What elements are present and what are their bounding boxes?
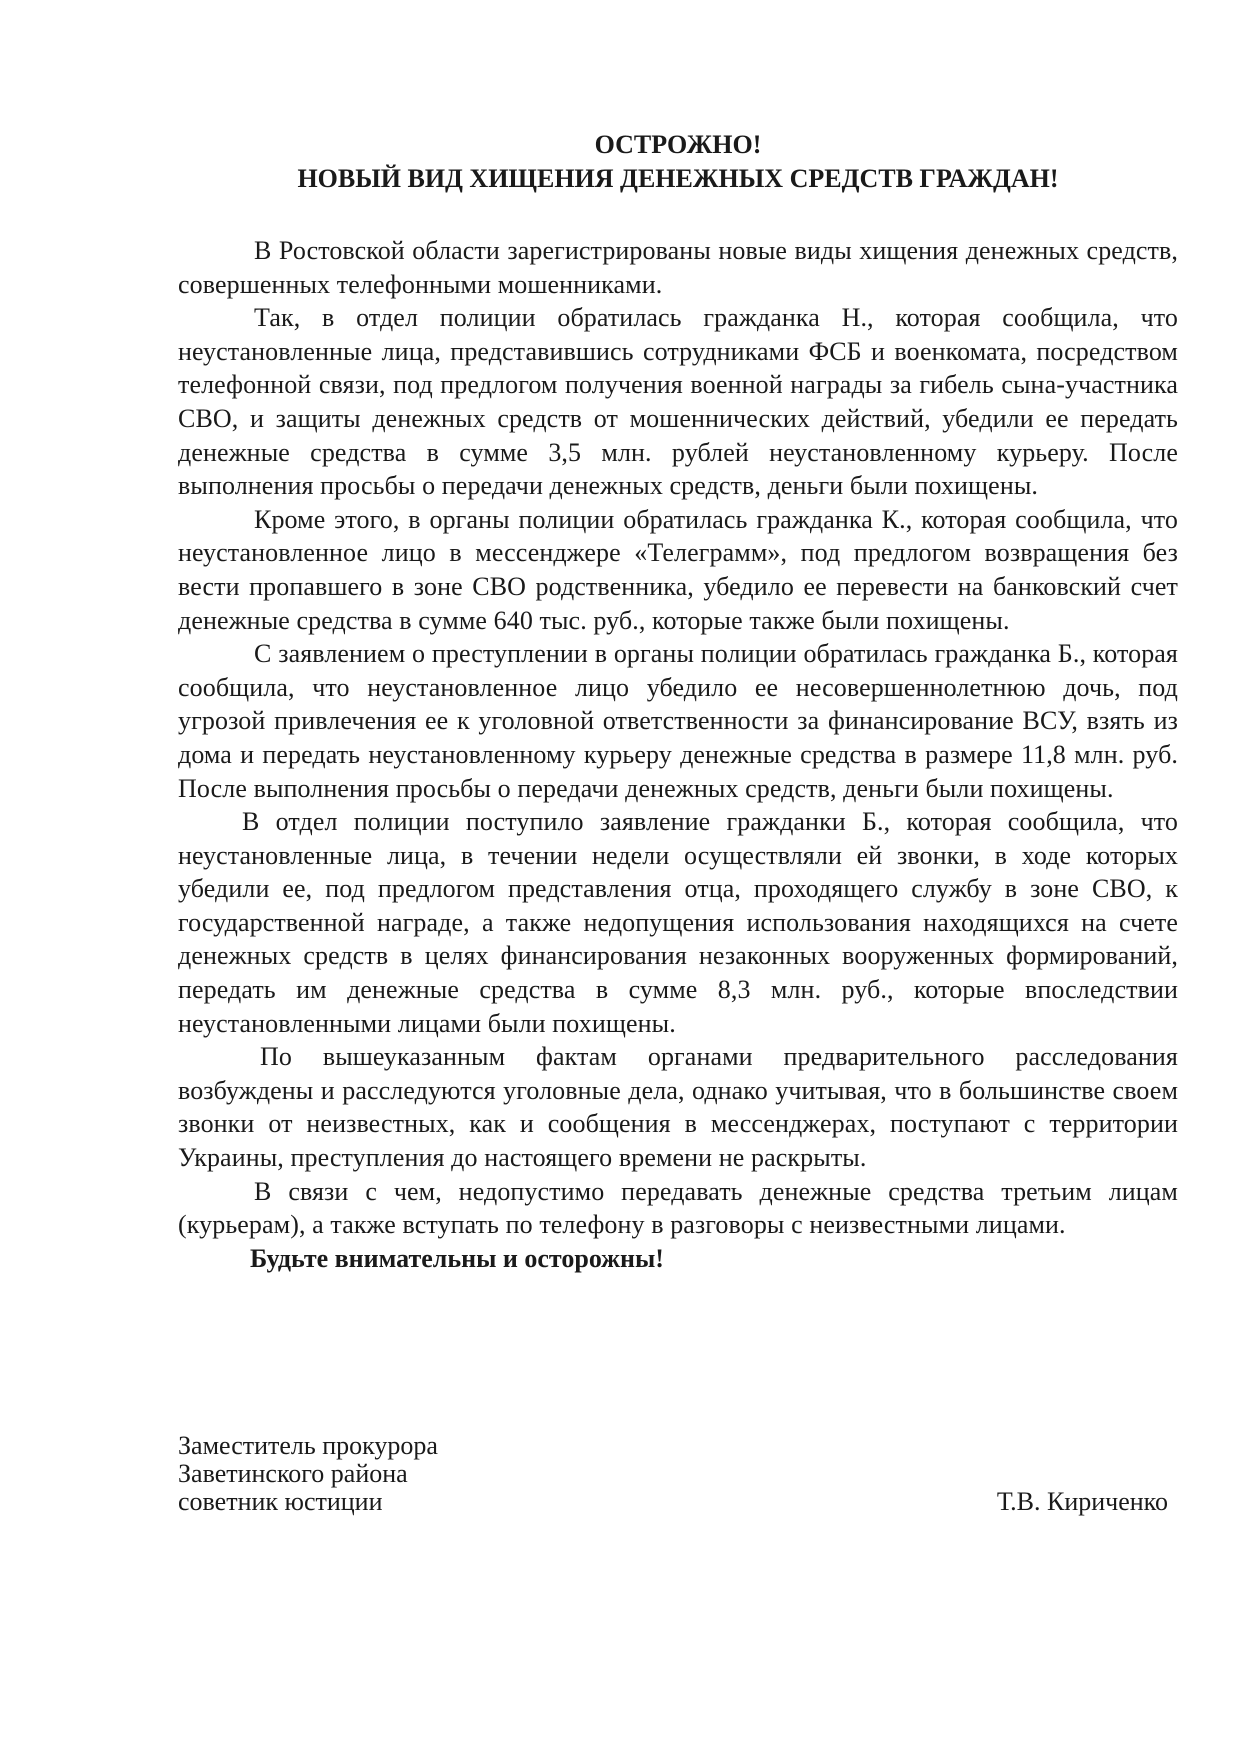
signature-name: Т.В. Кириченко bbox=[996, 1487, 1168, 1516]
warning-text: Будьте внимательны и осторожны! bbox=[250, 1243, 664, 1273]
document-page bbox=[178, 128, 1178, 1275]
paragraph-case-b2: В отдел полиции поступило заявление гражданки Б., которая сообщила, что неустановленные лица, в течении недели осуществляли ей звонки, в ходе которых убедили ее, под предлогом представления отца, проходящего службу в зоне СВО, к государственной награде, а также недопущения использования находящихся на счете денежных средств в целях финансирования незаконных вооруженных формирований, передать им денежные средства в сумме 8,3 млн. руб., которые впоследствии неустановленными лицами были похищены. bbox=[178, 807, 1178, 1038]
signature-position-line-2: Заветинского района bbox=[178, 1459, 408, 1488]
paragraph-case-n: Так, в отдел полиции обратилась гражданка Н., которая сообщила, что неустановленные лица, представившись сотрудниками ФСБ и военкомата, посредством телефонной связи, под предлогом получения военной награды за гибель сына-участника СВО, и защиты денежных средств от мошеннических действий, убедили ее передать денежные средства в сумме 3,5 млн. рублей неустановленному курьеру. После выполнения просьбы о передачи денежных средств, деньги были похищены. bbox=[178, 303, 1178, 501]
signature-position-line-3: советник юстиции bbox=[178, 1487, 383, 1516]
signature-block bbox=[178, 1432, 1178, 1516]
paragraph-investigation: По вышеуказанным фактам органами предварительного расследования возбуждены и расследуются уголовные дела, однако учитывая, что в большинстве своем звонки от неизвестных, как и сообщения в мессенджерах, поступают с территории Украины, преступления до настоящего времени не раскрыты. bbox=[178, 1042, 1178, 1173]
paragraph-advice: В связи с чем, недопустимо передавать денежные средства третьим лицам (курьерам), а также вступать по телефону в разговоры с неизвестными лицами. bbox=[178, 1176, 1178, 1240]
paragraph-case-b1: С заявлением о преступлении в органы полиции обратилась гражданка Б., которая сообщила, что неустановленное лицо убедило ее несовершеннолетнюю дочь, под угрозой привлечения ее к уголовной ответственности за финансирование ВСУ, взять из дома и передать неустановленному курьеру денежные средства в размере 11,8 млн. руб. После выполнения просьбы о передачи денежных средств, деньги были похищены. bbox=[178, 639, 1178, 803]
document-title bbox=[178, 128, 1178, 196]
paragraph-case-k: Кроме этого, в органы полиции обратилась гражданка К., которая сообщила, что неустановленное лицо в мессенджере «Телеграмм», под предлогом возвращения без вести пропавшего в зоне СВО родственника, убедило ее перевести на банковский счет денежные средства в сумме 640 тыс. руб., которые также были похищены. bbox=[178, 504, 1178, 635]
paragraph-intro: В Ростовской области зарегистрированы новые виды хищения денежных средств, совершенных телефонными мошенниками. bbox=[178, 236, 1178, 299]
document-body bbox=[178, 234, 1178, 1275]
title-line-2: НОВЫЙ ВИД ХИЩЕНИЯ ДЕНЕЖНЫХ СРЕДСТВ ГРАЖДАН! bbox=[297, 164, 1059, 193]
title-line-1: ОСТРОЖНО! bbox=[594, 130, 762, 159]
signature-position-line-1: Заместитель прокурора bbox=[178, 1431, 438, 1460]
